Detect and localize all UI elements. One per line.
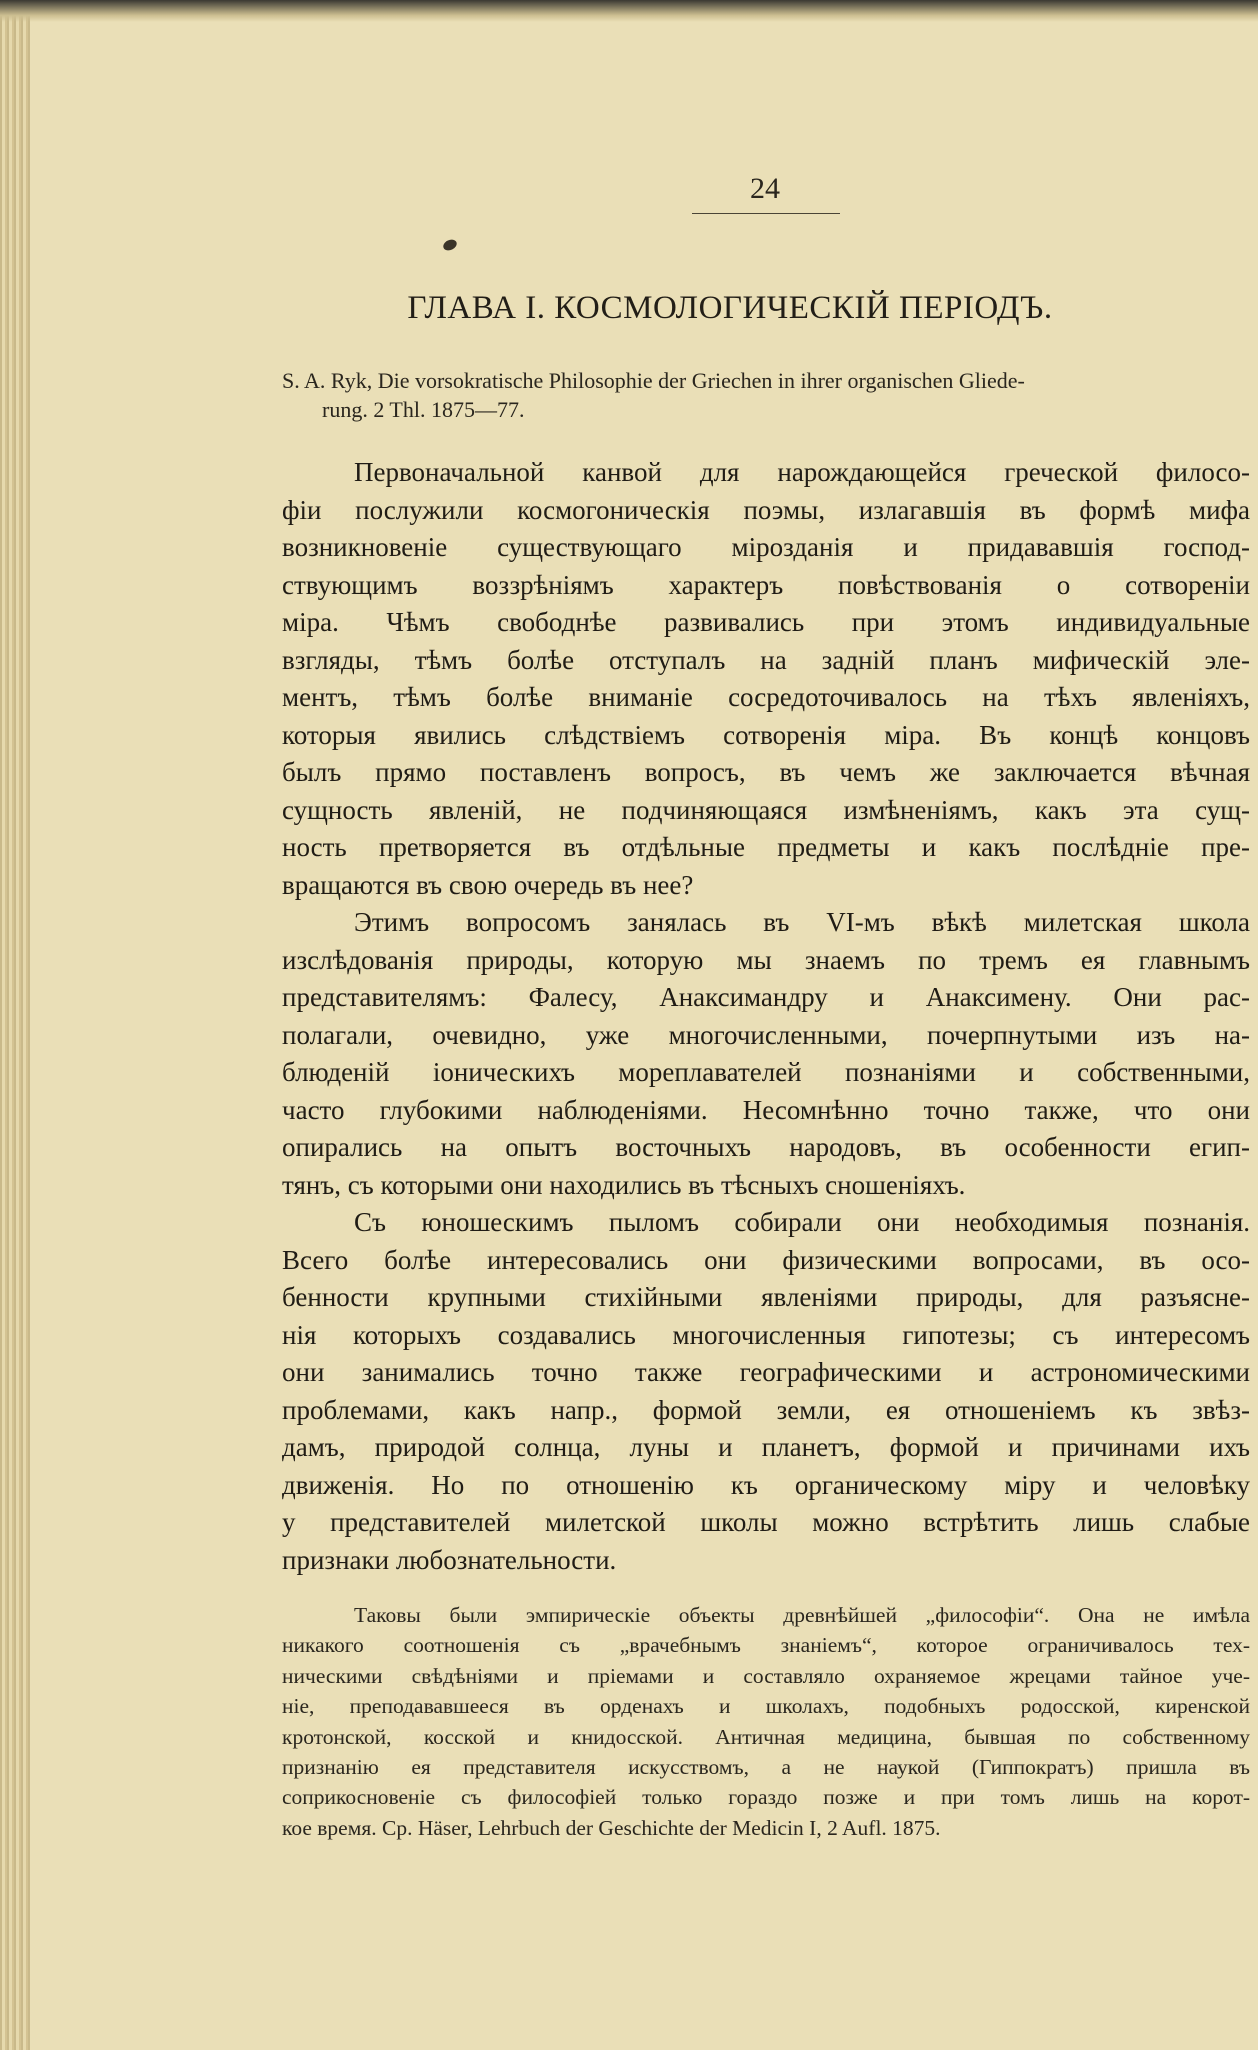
text-line: Этимъ вопросомъ занялась въ VI-мъ вѣкѣ милетская школа: [354, 907, 1250, 937]
footnote-line: ніе, преподававшееся въ орденахъ и школахъ, подобныхъ родосской, киренской: [282, 1694, 1250, 1719]
footnote-line: ническими свѣдѣніями и пріемами и составляло охраняемое жрецами тайное уче-: [282, 1663, 1250, 1688]
footnote-line: кротонской, косской и книдосской. Античная медицина, бывшая по собственному: [282, 1724, 1250, 1749]
chapter-title: ГЛАВА I. КОСМОЛОГИЧЕСКІЙ ПЕРІОДЪ.: [407, 290, 1053, 326]
text-line: сущность явленій, не подчиняющаяся измѣненіямъ, какъ эта сущ-: [282, 794, 1250, 825]
text-line: ствующимъ воззрѣніямъ характеръ повѣствованія о сотвореніи: [282, 569, 1250, 600]
text-line: вращаются въ свою очередь въ нее?: [282, 869, 694, 900]
text-line: тянъ, съ которыми они находились въ тѣсныхъ сношеніяхъ.: [282, 1169, 966, 1200]
text-line: бенности крупными стихійными явленіями природы, для разъясне-: [282, 1282, 1250, 1312]
footnote-line: соприкосновеніе съ философіей только гораздо позже и при томъ лишь на корот-: [282, 1785, 1250, 1810]
text-line: возникновеніе существующаго мірозданія и придававшія господ-: [282, 532, 1250, 562]
text-line: изслѣдованія природы, которую мы знаемъ по тремъ ея главнымъ: [282, 944, 1250, 975]
text-line: дамъ, природой солнца, луны и планетъ, формой и причинами ихъ: [282, 1432, 1250, 1462]
text-line: Съ юношескимъ пыломъ собирали они необходимыя познанія.: [354, 1207, 1250, 1237]
ink-blot: [442, 238, 459, 253]
text-line: полагали, очевидно, уже многочисленными, почерпнутыми изъ на-: [282, 1019, 1250, 1050]
text-line: взгляды, тѣмъ болѣе отступалъ на задній планъ мифическій эле-: [282, 644, 1250, 675]
text-line: часто глубокими наблюденіями. Несомнѣнно точно также, что они: [282, 1094, 1250, 1125]
text-line: Первоначальной канвой для нарождающейся греческой филосо-: [354, 457, 1250, 487]
text-line: у представителей милетской школы можно встрѣтить лишь слабые: [282, 1507, 1250, 1537]
footnote-line: никакого соотношенія съ „врачебнымъ знаніемъ“, которое ограничивалось тех-: [282, 1633, 1250, 1658]
text-line: былъ прямо поставленъ вопросъ, въ чемъ же заключается вѣчная: [282, 757, 1250, 787]
text-line: ментъ, тѣмъ болѣе вниманіе сосредоточивалось на тѣхъ явленіяхъ,: [282, 682, 1250, 712]
text-line: представителямъ: Фалесу, Анаксимандру и Анаксимену. Они рас-: [282, 982, 1250, 1012]
page-number: 24: [750, 172, 780, 205]
reference-line: S. A. Ryk, Die vorsokratische Philosophie der Griechen in ihrer organischen Gliede-: [282, 368, 1025, 393]
top-shadow: [0, 0, 1258, 22]
text-line: нія которыхъ создавались многочисленныя гипотезы; съ интересомъ: [282, 1319, 1250, 1350]
text-line: движенія. Но по отношенію къ органическому міру и человѣку: [282, 1469, 1250, 1500]
text-line: признаки любознательности.: [282, 1544, 617, 1575]
text-line: опирались на опытъ восточныхъ народовъ, въ особенности егип-: [282, 1132, 1250, 1162]
text-line: проблемами, какъ напр., формой земли, ея отношеніемъ къ звѣз-: [282, 1394, 1250, 1425]
text-line: они занимались точно также географическими и астрономическими: [282, 1357, 1250, 1387]
text-line: міра. Чѣмъ свободнѣе развивались при этомъ индивидуальные: [282, 607, 1250, 637]
text-line: фіи послужили космогоническія поэмы, излагавшія въ формѣ мифа: [282, 494, 1250, 525]
text-line: которыя явились слѣдствіемъ сотворенія міра. Въ концѣ концовъ: [282, 719, 1250, 750]
main-text: [282, 454, 1250, 1579]
footnote: [282, 1600, 1250, 1843]
text-line: блюденій іоническихъ мореплавателей познаніями и собственными,: [282, 1057, 1250, 1087]
reference-line: rung. 2 Thl. 1875—77.: [322, 397, 525, 422]
footnote-line: признанію ея представителя искусствомъ, а не наукой (Гиппократъ) пришла въ: [282, 1755, 1250, 1780]
footnote-line: кое время. Ср. Häser, Lehrbuch der Geschichte der Medicin I, 2 Aufl. 1875.: [282, 1815, 941, 1840]
bibliographic-reference: [282, 366, 1252, 424]
page-edges: [0, 0, 30, 2050]
page-number-rule: [692, 213, 840, 214]
footnote-line: Таковы были эмпирическіе объекты древнѣйшей „философіи“. Она не имѣла: [354, 1603, 1250, 1627]
text-line: ность претворяется въ отдѣльные предметы и какъ послѣдніе пре-: [282, 832, 1250, 862]
text-line: Всего болѣе интересовались они физическими вопросами, въ осо-: [282, 1244, 1250, 1275]
